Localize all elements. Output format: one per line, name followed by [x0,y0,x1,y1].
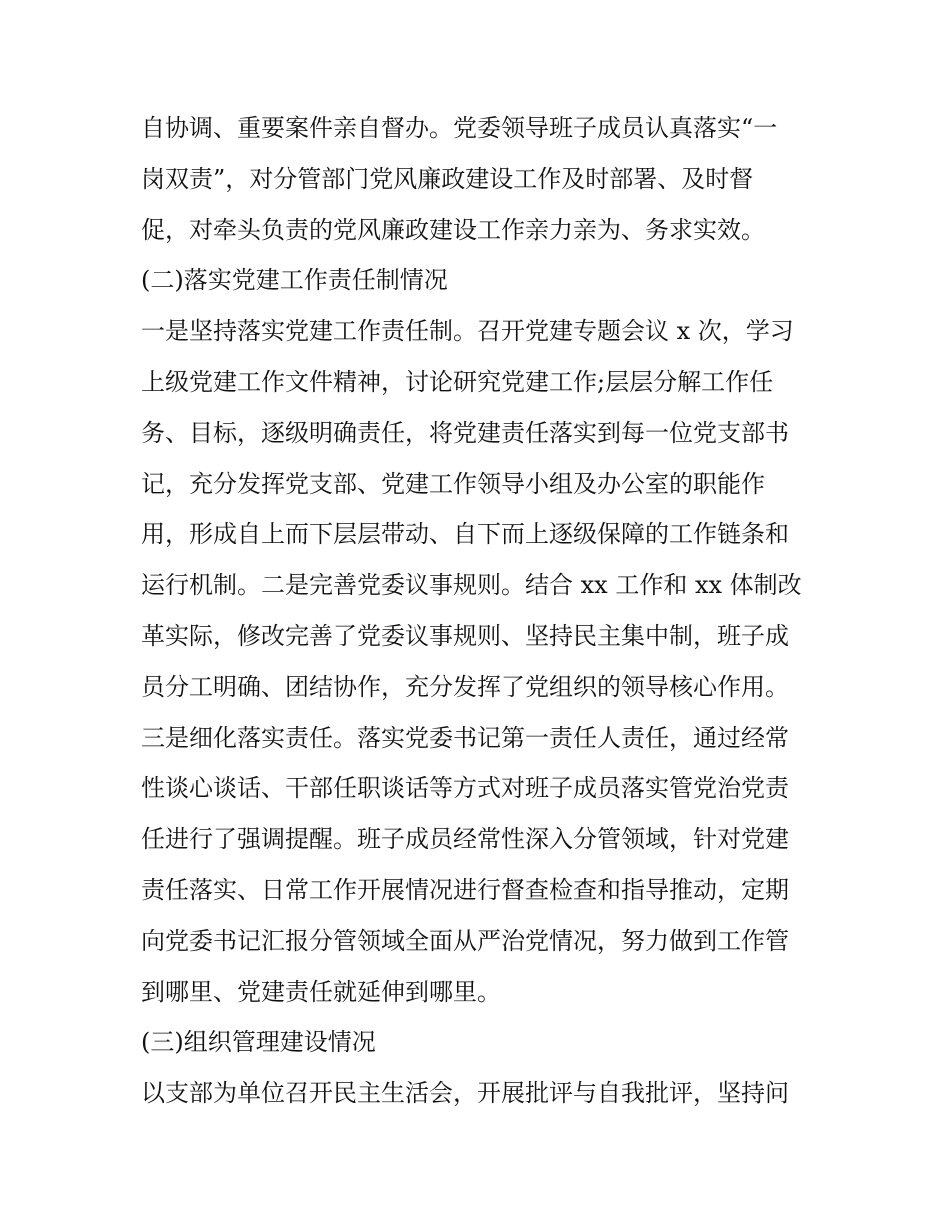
text-line: 任进行了强调提醒。班子成员经常性深入分管领域，针对党建 [141,825,789,854]
text-line: 务、目标，逐级明确责任，将党建责任落实到每一位党支部书 [141,418,789,447]
text-line: 员分工明确、团结协作，充分发挥了党组织的领导核心作用。 [141,672,789,701]
text-line: 促，对牵头负责的党风廉政建设工作亲力亲为、务求实效。 [141,215,765,244]
text-line: 岗双责”，对分管部门党风廉政建设工作及时部署、及时督 [141,164,754,193]
text-line: 革实际，修改完善了党委议事规则、坚持民主集中制，班子成 [141,621,789,650]
text-line: 自协调、重要案件亲自督办。党委领导班子成员认真落实“一 [141,114,778,142]
text-line: 性谈心谈话、干部任职谈话等方式对班子成员落实管党治党责 [141,774,789,803]
text-line: 记，充分发挥党支部、党建工作领导小组及办公室的职能作 [141,469,765,498]
text-line: 用，形成自上而下层层带动、自下而上逐级保障的工作链条和 [141,520,789,549]
text-line: 向党委书记汇报分管领域全面从严治党情况，努力做到工作管 [141,926,789,955]
text-line: 以支部为单位召开民主生活会，开展批评与自我批评，坚持问 [141,1079,789,1108]
document-body [141,103,821,1119]
text-line: 责任落实、日常工作开展情况进行督查检查和指导推动，定期 [141,875,789,904]
text-line: 运行机制。二是完善党委议事规则。结合 xx 工作和 xx 体制改 [141,571,802,600]
section-heading: (二)落实党建工作责任制情况 [141,266,448,295]
text-line: 到哪里、党建责任就延伸到哪里。 [141,977,501,1006]
text-line: 上级党建工作文件精神，讨论研究党建工作;层层分解工作任 [141,367,774,396]
text-line: 三是细化落实责任。落实党委书记第一责任人责任，通过经常 [141,723,789,752]
text-line: 一是坚持落实党建工作责任制。召开党建专题会议 x 次，学习 [141,317,794,346]
section-heading: (三)组织管理建设情况 [141,1028,376,1057]
